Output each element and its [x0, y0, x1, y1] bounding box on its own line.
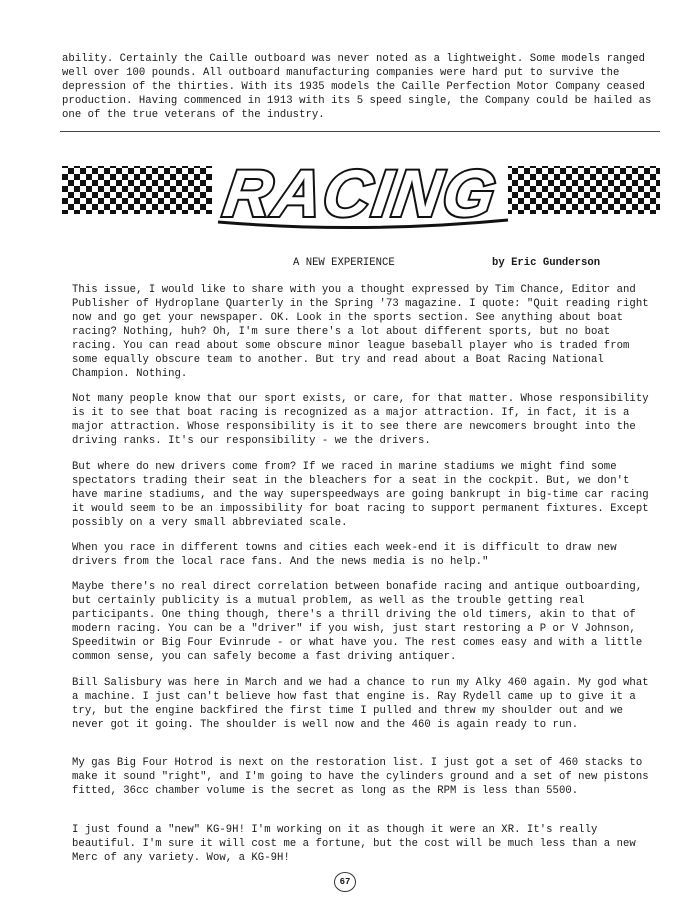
- article-paragraph-7: My gas Big Four Hotrod is next on the restoration list. I just got a set of 460 stacks to make it sound "right", and I'm going to have the cylinders ground and a set of new pistons fitted, 36cc chamber volume is the secret as long as the RPM is less than 5500.: [72, 757, 656, 797]
- page-number: 67: [334, 872, 356, 892]
- intro-paragraph: ability. Certainly the Caille outboard was never noted as a lightweight. Some models ranged well over 100 pounds. All outboard manufacturing companies were hard put to survive the depression of the thirties. With its 1935 models the Caille Perfection Motor Company ceased production. Having commenced in 1913 with its 5 speed single, the Company could be hailed as one of the true veterans of the industry.: [62, 53, 658, 121]
- article-paragraph-3: But where do new drivers come from? If we raced in marine stadiums we might find some spectators trading their seat in the bleachers for a seat in the cockpit. But, we don't have marine stadiums, and the way superspeedways are going bankrupt in big-time car racing it would seem to be an impossibility for boat racing to support permanent fixtures. Except possibly on a very small abbreviated scale.: [72, 461, 656, 529]
- article-paragraph-5: Maybe there's no real direct correlation between bonafide racing and antique outboarding, but certainly publicity is a mutual problem, as well as the trouble getting real participants. One thing though, there's a thrill driving the old timers, akin to that of modern racing. You can be a "driver" if you wish, just start restoring a P or V Johnson, Speeditwin or Big Four Evinrude - or what have you. The rest comes easy and with a little common sense, you can safely become a fast driving antiquer.: [72, 581, 649, 663]
- article-paragraph-4: When you race in different towns and cities each week-end it is difficult to draw new drivers from the local race fans. And the news media is no help.": [72, 542, 624, 568]
- article-paragraph-1: This issue, I would like to share with you a thought expressed by Tim Chance, Editor and Publisher of Hydroplane Quarterly in the Spring '73 magazine. I quote: "Quit reading right now and go get your newspaper. OK. Look in the sports section. See anything about boat racing? Nothing, huh? Oh, I'm sure there's a lot about different sports, but no boat racing. You can read about some obscure minor league baseball player who is traded from some equally obscure team to another. But try and read about a Boat Racing National Champion. Nothing.: [72, 284, 656, 380]
- article-paragraph-6: Bill Salisbury was here in March and we had a chance to run my Alky 460 again. My god what a machine. I just can't believe how fast that engine is. Ray Rydell came up to give it a try, but the engine backfired the first time I pulled and threw my shoulder out and we never got it going. The shoulder is well now and the 460 is again ready to run.: [72, 677, 656, 731]
- section-divider: [60, 131, 660, 132]
- article-byline: by Eric Gunderson: [492, 257, 601, 269]
- article-title: A NEW EXPERIENCE: [293, 257, 395, 269]
- racing-banner: [62, 150, 660, 232]
- checkered-flag-left: [62, 166, 212, 214]
- banner-title: RACING: [219, 157, 502, 231]
- article-paragraph-8: I just found a "new" KG-9H! I'm working on it as though it were an XR. It's really beautiful. I'm sure it will cost me a fortune, but the cost will be much less than a new Merc of any variety. Wow, a KG-9H!: [72, 824, 643, 864]
- article-paragraph-2: Not many people know that our sport exists, or care, for that matter. Whose responsibility is it to see that boat racing is recognized as a major attraction. If, in fact, it is a major attraction. Whose responsibility is it to see there are newcomers brought into the driving ranks. It's our responsibility - we the drivers.: [72, 393, 656, 447]
- checkered-flag-right: [508, 166, 660, 214]
